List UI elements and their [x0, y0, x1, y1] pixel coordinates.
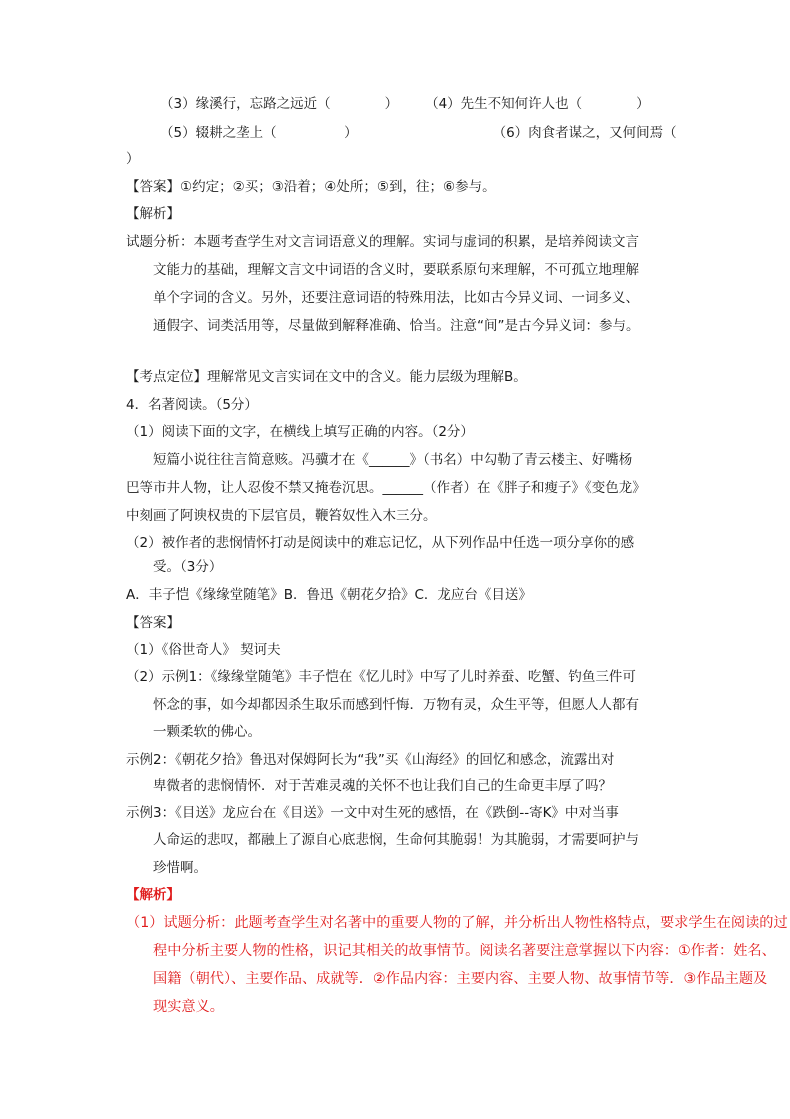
q3-analysis-head: 【解析】 — [126, 206, 180, 222]
q4-analysis-line-1: （1）试题分析：此题考查学生对名著中的重要人物的了解，并分析出人物性格特点，要求学生在阅读的过 — [126, 915, 788, 931]
q4-sub1: （1）阅读下面的文字，在横线上填写正确的内容。（2分） — [126, 424, 474, 440]
q4-passage-line-1: 短篇小说往往言简意赅。冯骥才在《______》（书名）中勾勒了青云楼主、好嘴杨 — [153, 452, 633, 468]
q3-kaodian: 【考点定位】理解常见文言实词在文中的含义。能力层级为理解B。 — [126, 369, 527, 385]
q4-analysis-line-4: 现实意义。 — [153, 999, 224, 1015]
q3-analysis-line-3: 单个字词的含义。另外，还要注意词语的特殊用法，比如古今异义词、一词多义、 — [153, 290, 639, 306]
q4-sub2-line-1: （2）被作者的悲悯情怀打动是阅读中的难忘记忆，从下列作品中任选一项分享你的感 — [126, 535, 635, 551]
q4-example1-line-3: 一颗柔软的佛心。 — [153, 724, 261, 740]
q4-analysis-line-2: 程中分析主要人物的性格，识记其相关的故事情节。阅读名著要注意掌握以下内容：①作者：姓名、 — [153, 943, 776, 959]
q4-passage-line-2: 巴等市井人物，让人忍俊不禁又掩卷沉思。______（作者）在《胖子和瘦子》《变色龙》 — [126, 480, 646, 496]
q4-analysis-line-3: 国籍（朝代）、主要作品、成就等．②作品内容：主要内容、主要人物、故事情节等．③作品主题及 — [153, 971, 768, 987]
q3-row1: （3）缘溪行，忘路之远近（ ） （4）先生不知何许人也（ ） — [160, 96, 650, 112]
q4-example2-line-2: 卑微者的悲悯情怀．对于苦难灵魂的关怀不也让我们自己的生命更丰厚了吗？ — [153, 778, 612, 794]
q4-example1-line-1: （2）示例1：《缘缘堂随笔》丰子恺在《忆儿时》中写了儿时养蚕、吃蟹、钓鱼三件可 — [126, 669, 636, 685]
q4-answer-1: （1）《俗世奇人》 契诃夫 — [126, 642, 281, 658]
q4-example1-line-2: 怀念的事，如今却都因杀生取乐而感到忏悔．万物有灵，众生平等，但愿人人都有 — [153, 697, 639, 713]
q4-options: A．丰子恺《缘缘堂随笔》B．鲁迅《朝花夕拾》C．龙应台《目送》 — [126, 587, 532, 603]
q3-row2: （5）辍耕之垄上（ ） （6）肉食者谋之，又何间焉（ — [160, 125, 677, 141]
q4-passage-line-3: 中刻画了阿谀权贵的下层官员，鞭笞奴性入木三分。 — [126, 508, 437, 524]
q4-analysis-head: 【解析】 — [126, 887, 180, 903]
q4-answer-head: 【答案】 — [126, 615, 180, 631]
q3-answer: 【答案】①约定；②买；③沿着；④处所；⑤到，往；⑥参与。 — [126, 179, 496, 195]
q4-title: 4．名著阅读。（5分） — [126, 397, 258, 413]
q4-example2-line-1: 示例2：《朝花夕拾》鲁迅对保姆阿长为“我”买《山海经》的回忆和感念，流露出对 — [126, 752, 615, 768]
q4-example3-line-3: 珍惜啊。 — [153, 860, 207, 876]
q3-analysis-line-4: 通假字、词类活用等，尽量做到解释准确、恰当。注意“间”是古今异义词：参与。 — [153, 318, 640, 334]
q4-sub2-line-2: 受。（3分） — [153, 559, 223, 575]
q3-row3: ） — [126, 151, 140, 167]
q4-example3-line-1: 示例3：《目送》龙应台在《目送》一文中对生死的感悟，在《跌倒--寄K》中对当事 — [126, 805, 619, 821]
q3-analysis-line-1: 试题分析：本题考查学生对文言词语意义的理解。实词与虚词的积累，是培养阅读文言 — [126, 234, 639, 250]
q3-analysis-line-2: 文能力的基础，理解文言文中词语的含义时，要联系原句来理解，不可孤立地理解 — [153, 262, 639, 278]
q4-example3-line-2: 人命运的悲叹，都融上了源自心底悲悯，生命何其脆弱！为其脆弱，才需要呵护与 — [153, 832, 639, 848]
